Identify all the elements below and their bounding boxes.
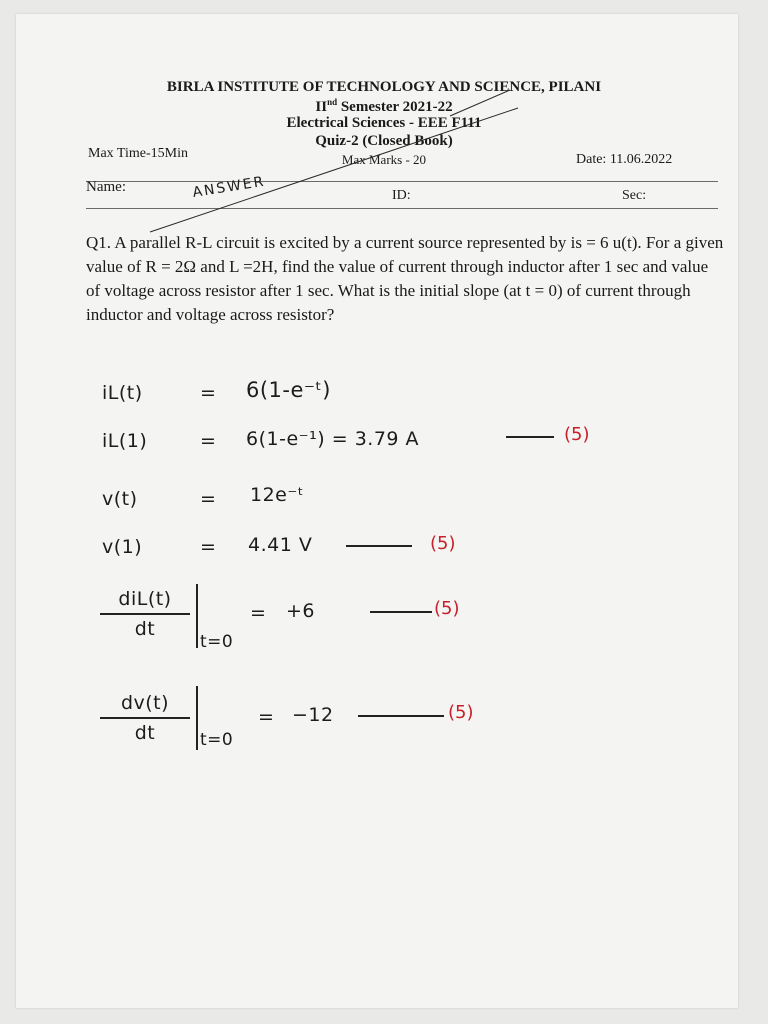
exam-date: Date: 11.06.2022	[576, 152, 673, 167]
answer-2-rhs: 6(1-e⁻¹) = 3.79 A	[246, 428, 420, 450]
answer-4-eq: =	[200, 536, 217, 558]
answer-1-rhs: 6(1-e⁻ᵗ)	[246, 378, 331, 402]
answer-3-lhs: v(t)	[102, 488, 138, 510]
answer-1-lhs: iL(t)	[102, 382, 143, 404]
answer-6-rhs: −12	[292, 704, 334, 726]
max-time: Max Time-15Min	[88, 146, 188, 161]
answer-4-dash	[346, 545, 412, 547]
answer-2-mark: (5)	[564, 424, 590, 445]
answer-5-at: t=0	[200, 632, 234, 652]
answer-3-eq: =	[200, 488, 217, 510]
answer-5-dash	[370, 611, 432, 613]
answer-stamp: ANSWER	[191, 173, 267, 201]
answer-4-rhs: 4.41 V	[248, 534, 313, 556]
answer-2-lhs: iL(1)	[102, 430, 148, 452]
answer-5-rhs: +6	[286, 600, 316, 622]
course-title: Electrical Sciences - EEE F111	[286, 115, 482, 131]
answer-1-eq: =	[200, 382, 217, 404]
answer-6-dash	[358, 715, 444, 717]
answer-6-derivative	[100, 692, 190, 744]
answer-5-derivative	[100, 588, 190, 640]
max-marks: Max Marks - 20	[341, 152, 427, 167]
answer-6-eq: =	[258, 706, 275, 728]
answer-5-eval-bar	[196, 584, 198, 648]
answer-6-at: t=0	[200, 730, 234, 750]
answer-5-mark: (5)	[434, 598, 460, 619]
quiz-title: Quiz-2 (Closed Book)	[315, 133, 453, 149]
answer-4-lhs: v(1)	[102, 536, 143, 558]
semester-roman: II	[315, 99, 328, 115]
institute-name: BIRLA INSTITUTE OF TECHNOLOGY AND SCIENCE, PILANI	[166, 79, 602, 95]
strike-line-short	[450, 90, 510, 116]
id-label: ID:	[392, 188, 411, 203]
answer-5-fraction-bar	[100, 613, 190, 615]
answer-5-eq: =	[250, 602, 267, 624]
answer-5-num: diL(t)	[118, 588, 172, 610]
semester-year: Semester 2021-22	[337, 99, 453, 115]
answer-6-mark: (5)	[448, 702, 474, 723]
strike-line-long	[150, 108, 518, 232]
answer-2-eq: =	[200, 430, 217, 452]
answer-6-num: dv(t)	[120, 692, 170, 714]
answer-3-rhs: 12e⁻ᵗ	[250, 484, 304, 506]
answer-2-dash	[506, 436, 554, 438]
answer-6-fraction-bar	[100, 717, 190, 719]
sec-label: Sec:	[622, 188, 647, 203]
name-label: Name:	[86, 179, 126, 195]
answer-6-den: dt	[134, 721, 156, 744]
question-text: Q1. A parallel R-L circuit is excited by a current source represented by is = 6 u(t). For a given value of R = 2Ω and L =2H, find the value of current through inductor after 1 sec and value of voltage across resistor after 1 sec. What is the initial slope (at t = 0) of current through inductor and voltage across resistor?	[86, 233, 724, 324]
answer-6-eval-bar	[196, 686, 198, 750]
answer-4-mark: (5)	[430, 533, 456, 554]
answer-5-den: dt	[134, 617, 156, 640]
semester-sup: nd	[327, 97, 338, 107]
